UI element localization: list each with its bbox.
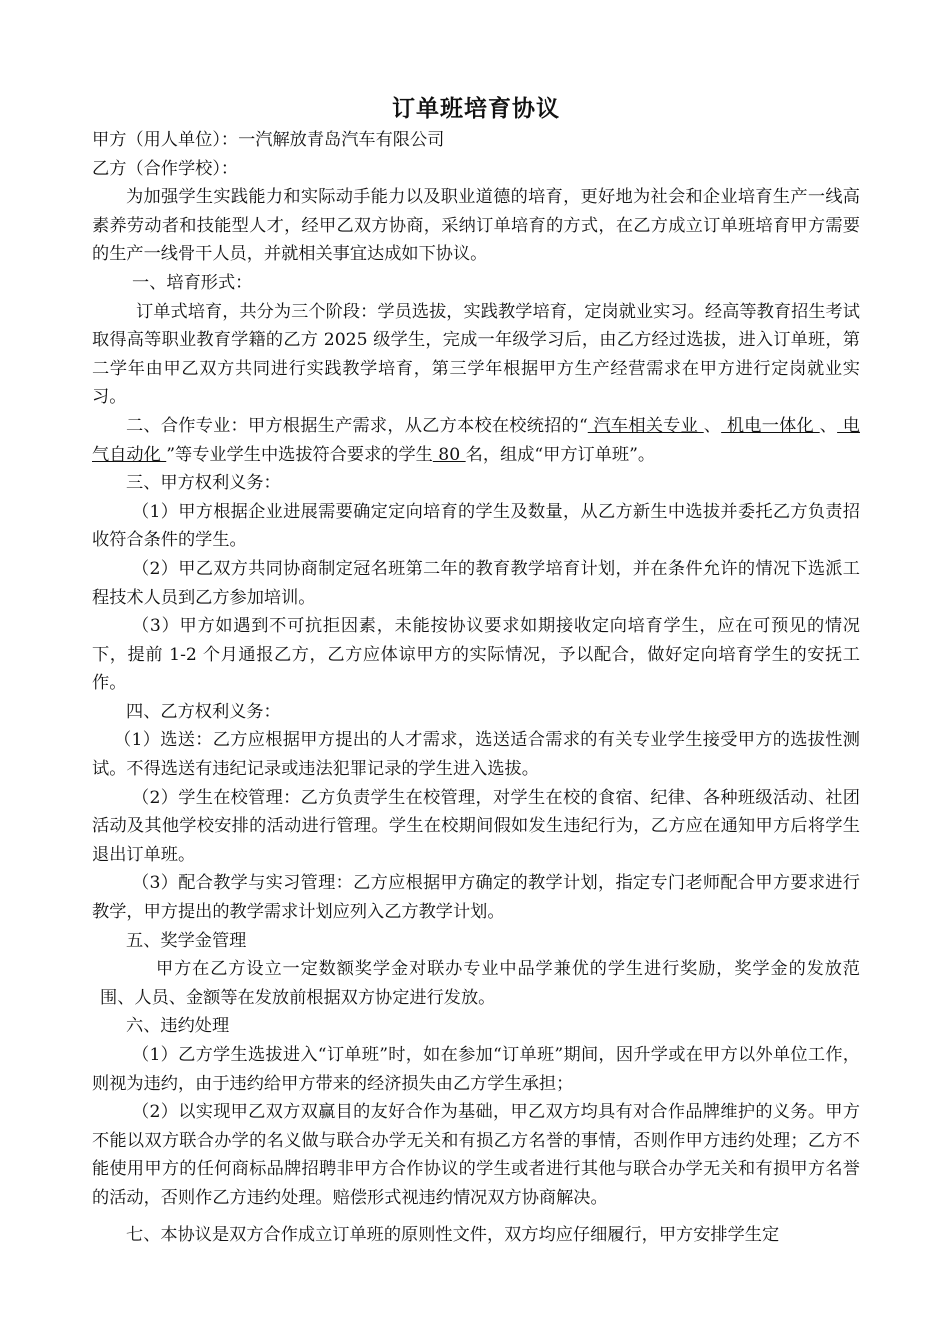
section-3-item: （3）甲方如遇到不可抗拒因素，未能按协议要求如期接收定向培育学生，应在可预见的情况下，提前 1-2 个月通报乙方，乙方应体谅甲方的实际情况，予以配合，做好定向培育学生的安抚工作。 [92,616,860,694]
section-2-mid: ”等专业学生中选拔符合要求的学生 [166,444,433,465]
section-6-item: （2）以实现甲乙双方双赢目的友好合作为基础，甲乙双方均具有对合作品牌维护的义务。甲方不能以双方联合办学的名义做与联合办学无关和有损乙方名誉的事情，否则作甲方违约处理；乙方不能使用甲方的任何商标品牌招聘非甲方合作协议的学生或者进行其他与联合办学无关和有损甲方名誉的活动，否则作乙方违约处理。赔偿形式视违约情况双方协商解决。 [92,1102,860,1208]
section-1-heading: 一、培育形式： [132,272,253,293]
section-4-item: （2）学生在校管理：乙方负责学生在校管理，对学生在校的食宿、纪律、各种班级活动、社团活动及其他学校安排的活动进行管理。学生在校期间假如发生违纪行为，乙方应在通知甲方后将学生退出订单班。 [92,787,860,865]
section-1-body: 订单式培育，共分为三个阶段：学员选拔，实践教学培育，定岗就业实习。经高等教育招生考试取得高等职业教育学籍的乙方 2025 级学生，完成一年级学习后，由乙方经过选拔，进入订单班，第二学年由甲乙双方共同进行实践教学培育，第三学年根据甲方生产经营需求在甲方进行定岗就业实习。 [92,301,860,408]
section-4-heading: 四、乙方权利义务： [126,701,281,722]
section-4-item: （1）选送：乙方应根据甲方提出的人才需求，选送适合需求的有关专业学生接受甲方的选拔性测试。不得选送有违纪记录或违法犯罪记录的学生进入选拔。 [92,730,860,780]
section-6-heading: 六、违约处理 [126,1016,230,1037]
section-3-item: （2）甲乙双方共同协商制定冠名班第二年的教育教学培育计划，并在条件允许的情况下选派工程技术人员到乙方参加培训。 [92,558,860,608]
section-6-item: （1）乙方学生选拔进入“订单班”时，如在参加“订单班”期间，因升学或在甲方以外单位工作，则视为违约，由于违约给甲方带来的经济损失由乙方学生承担； [92,1045,860,1094]
section-3-item: （1）甲方根据企业进展需要确定定向培育的学生及数量，从乙方新生中选拔并委托乙方负责招收符合条件的学生。 [92,501,860,551]
section-3-heading: 三、甲方权利义务： [126,473,281,494]
section-2-suffix: 名，组成“甲方订单班”。 [465,444,656,465]
section-5-heading: 五、奖学金管理 [126,930,247,951]
section-2-cooperative-majors [92,412,860,469]
section-7-partial: 七、本协议是双方合作成立订单班的原则性文件，双方均应仔细履行，甲方安排学生定 [126,1224,780,1245]
separator: 、 [703,415,722,436]
student-count: 80 [432,444,466,465]
intro-paragraph: 为加强学生实践能力和实际动手能力以及职业道德的培育，更好地为社会和企业培育生产一线高素养劳动者和技能型人才，经甲乙双方协商，采纳订单培育的方式，在乙方成立订单班培育甲方需要的生产一线骨干人员，并就相关事宜达成如下协议。 [92,187,860,265]
separator: 、 [819,415,838,436]
section-2-prefix: 二、合作专业：甲方根据生产需求，从乙方本校在校统招的“ [126,415,588,436]
section-5-body: 甲方在乙方设立一定数额奖学金对联办专业中品学兼优的学生进行奖励，奖学金的发放范围、人员、金额等在发放前根据双方协定进行发放。 [100,959,860,1008]
document-title: 订单班培育协议 [392,96,560,122]
major-electrical: 电气自动化 [92,415,860,465]
section-4-item: （3）配合教学与实习管理：乙方应根据甲方确定的教学计划，指定专门老师配合甲方要求进行教学，甲方提出的教学需求计划应列入乙方教学计划。 [92,873,860,923]
major-mechatronics: 机电一体化 [721,415,820,436]
party-b-line: 乙方（合作学校）： [92,158,239,179]
party-a-line: 甲方（用人单位）：一汽解放青岛汽车有限公司 [92,130,445,150]
agreement-page [92,92,860,1249]
major-auto: 汽车相关专业 [587,415,704,436]
